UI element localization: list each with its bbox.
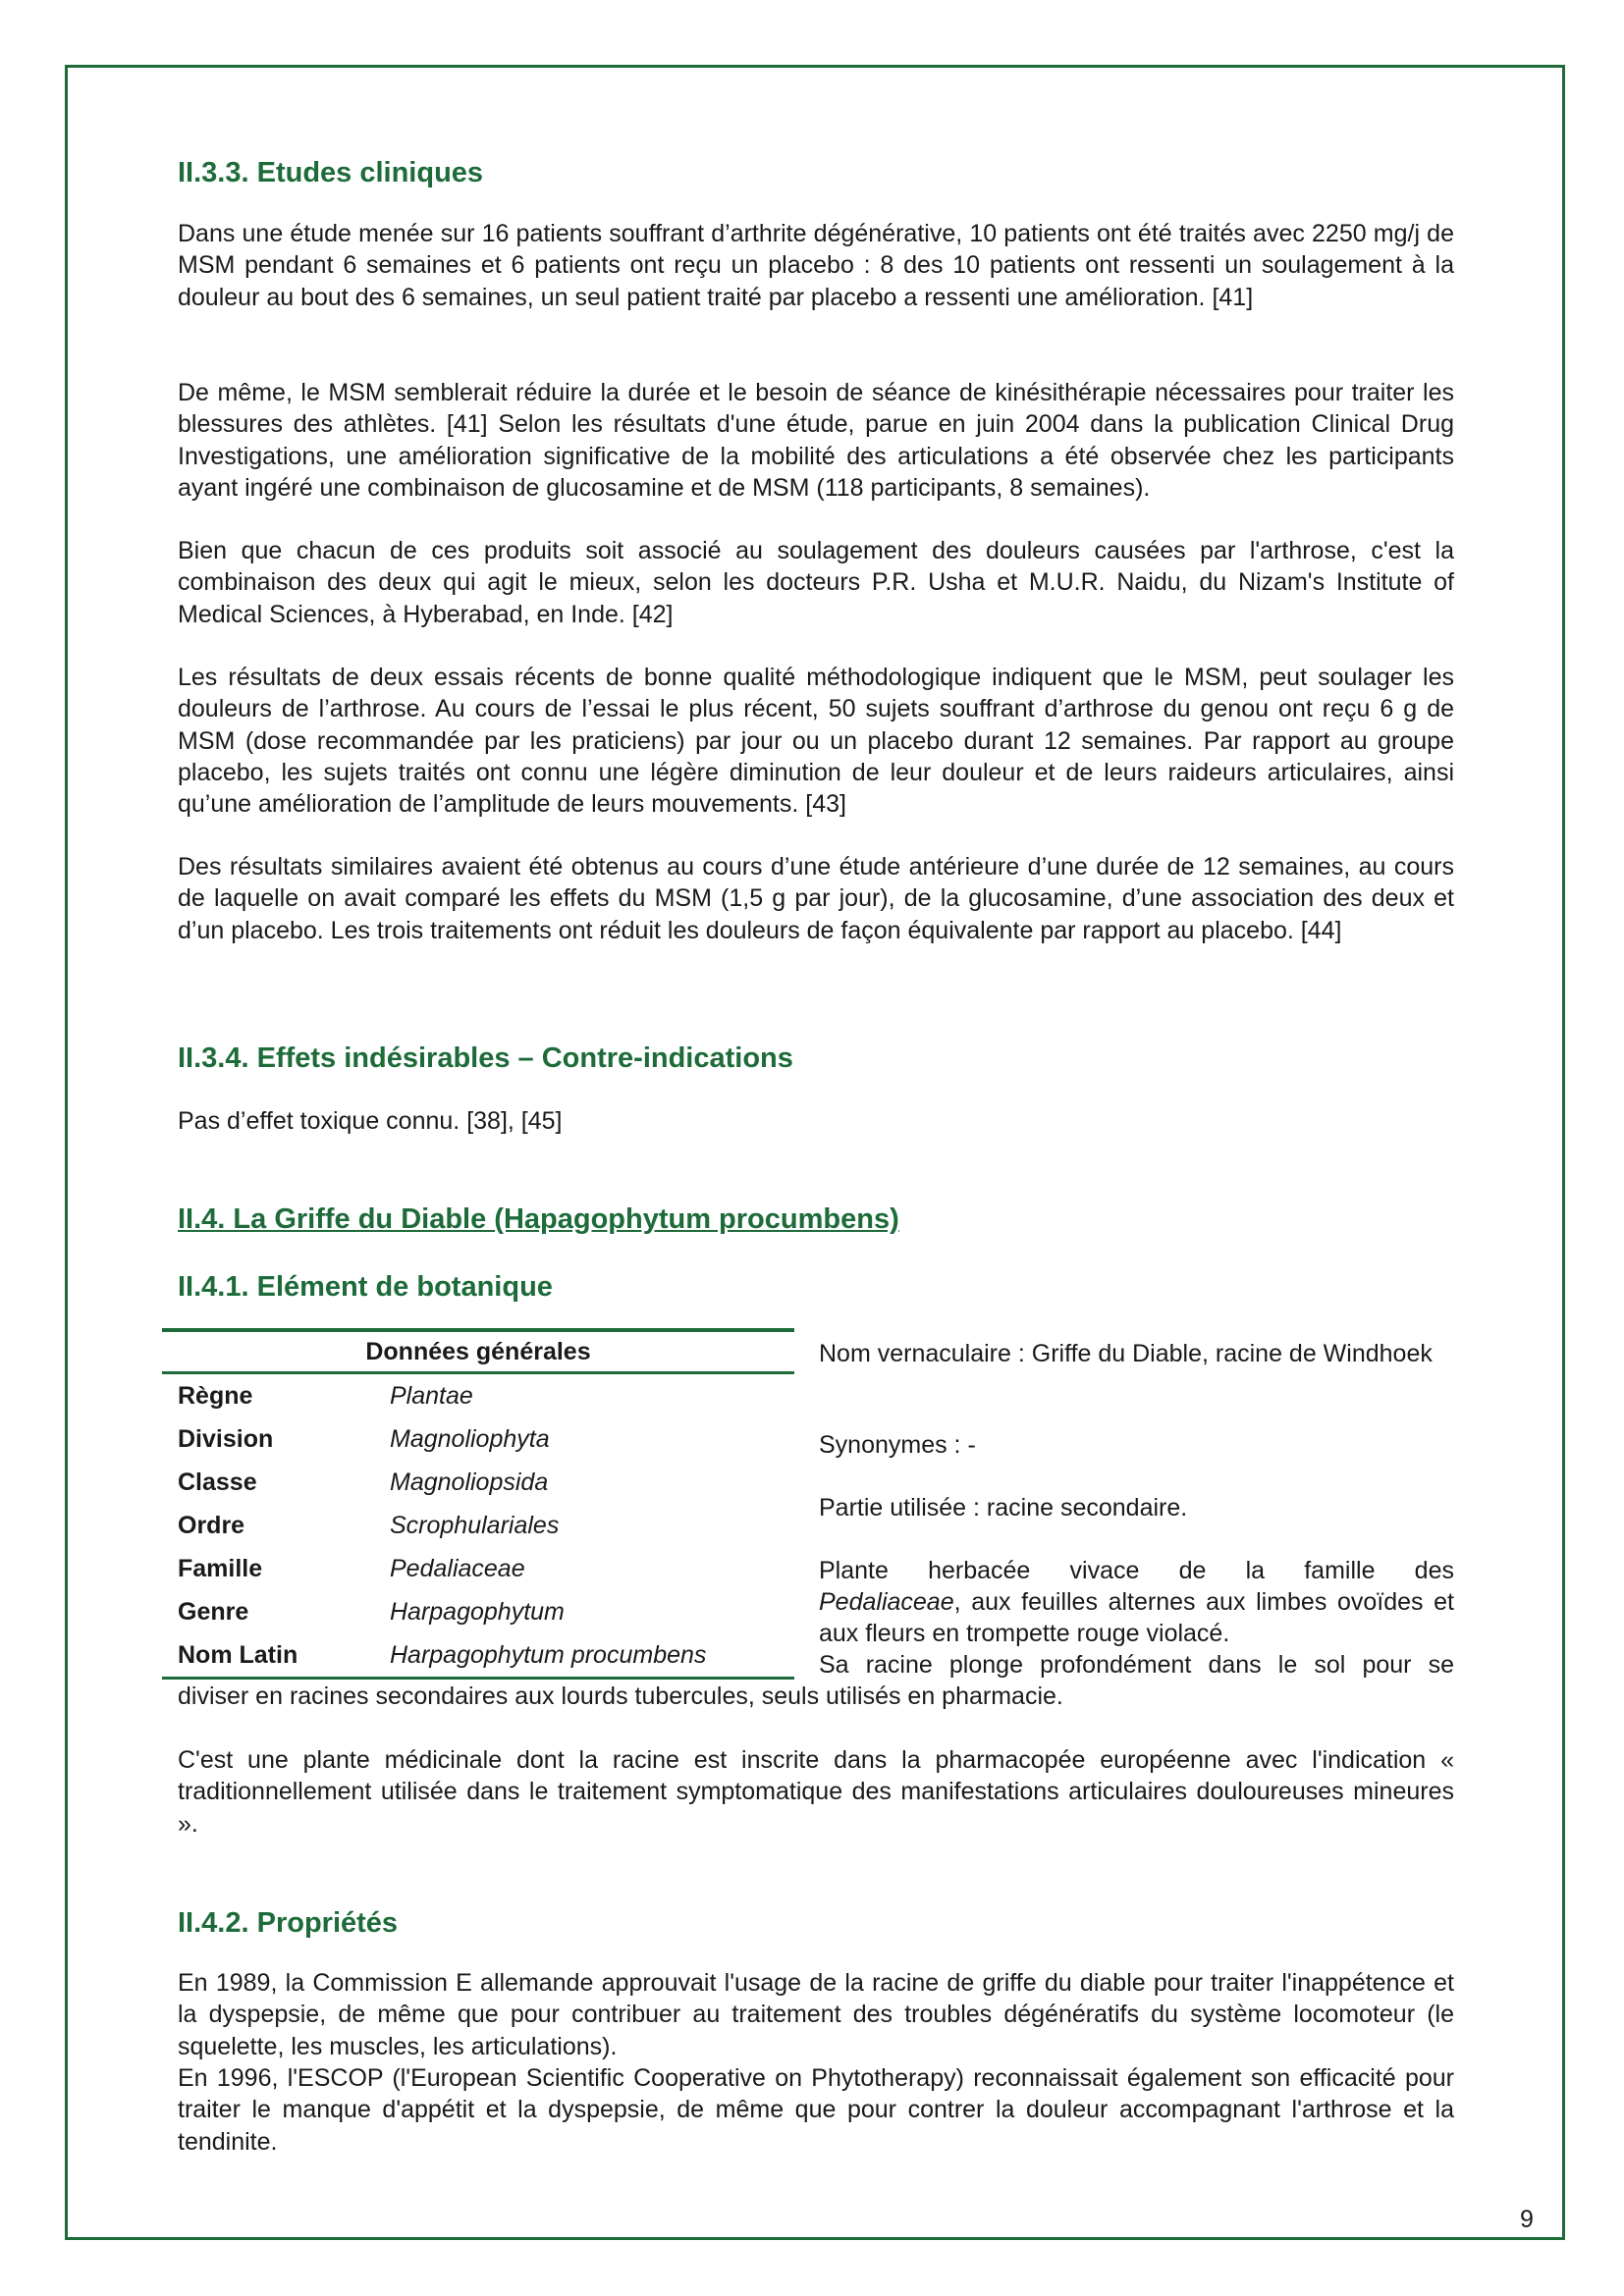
table-row-value: Scrophulariales <box>390 1512 560 1539</box>
table-row <box>162 1504 794 1547</box>
paragraph-study-16-patients: Dans une étude menée sur 16 patients souffrant d’arthrite dégénérative, 10 patients ont été traités avec 2250 mg/j de MSM pendant 6 semaines et 6 patients ont reçu un placebo : 8 des 10 patients ont ressenti un soulagement à la douleur au bout des 6 semaines, un seul patient traité par placebo a ressenti une amélioration. [41] <box>178 220 1454 311</box>
heading-element-botanique: II.4.1. Elément de botanique <box>178 1271 553 1303</box>
paragraph-pharmacopee: C'est une plante médicinale dont la racine est inscrite dans la pharmacopée européenne avec l'indication « traditionnellement utilisée dans le traitement symptomatique des manifestations articulaires douloureuses mineures ». <box>178 1746 1454 1838</box>
table-row-key: Règne <box>178 1382 253 1410</box>
table-row-key: Genre <box>178 1598 249 1626</box>
table-row-value: Magnoliopsida <box>390 1468 549 1496</box>
family-name-italic: Pedaliaceae <box>819 1588 954 1616</box>
paragraph-nom-vernaculaire: Nom vernaculaire : Griffe du Diable, racine de Windhoek <box>819 1340 1433 1367</box>
paragraph-racine-line1: Sa racine plonge profondément dans le sol pour se <box>819 1651 1454 1679</box>
table-row-key: Nom Latin <box>178 1641 298 1669</box>
taxonomy-table <box>162 1328 794 1680</box>
paragraph-no-toxic-effect: Pas d’effet toxique connu. [38], [45] <box>178 1107 563 1135</box>
heading-effets-indesirables: II.3.4. Effets indésirables – Contre-indications <box>178 1042 793 1074</box>
paragraph-commission-e: En 1989, la Commission E allemande approuvait l'usage de la racine de griffe du diable pour traiter l'inappétence et la dyspepsie, de même que pour contribuer au traitement des troubles dégénératifs du système locomoteur (le squelette, les muscles, les articulations). <box>178 1969 1454 2060</box>
table-row <box>162 1590 794 1633</box>
paragraph-msm-athletes: De même, le MSM semblerait réduire la durée et le besoin de séance de kinésithérapie nécessaires pour traiter les blessures des athlètes. [41] Selon les résultats d'une étude, parue en juin 2004 dans la publication Clinical Drug Investigations, une amélioration significative de la mobilité des articulations a été observée chez les participants ayant ingéré une combinaison de glucosamine et de MSM (118 participants, 8 semaines). <box>178 379 1454 502</box>
table-row <box>162 1374 794 1417</box>
paragraph-similar-results: Des résultats similaires avaient été obtenus au cours d’une étude antérieure d’une durée de 12 semaines, au cours de laquelle on avait comparé les effets du MSM (1,5 g par jour), de la glucosamine, d’une association des deux et d’un placebo. Les trois traitements ont réduit les douleurs de façon équivalente par rapport au placebo. [44] <box>178 853 1454 944</box>
table-row-value: Harpagophytum procumbens <box>390 1641 707 1669</box>
table-row <box>162 1547 794 1590</box>
plante-rest-text: , aux feuilles alternes aux limbes ovoïdes et aux fleurs en trompette rouge violacé. <box>819 1588 1454 1648</box>
paragraph-partie-utilisee: Partie utilisée : racine secondaire. <box>819 1494 1188 1522</box>
table-row-value: Plantae <box>390 1382 473 1410</box>
heading-etudes-cliniques: II.3.3. Etudes cliniques <box>178 157 484 188</box>
table-header: Données générales <box>365 1338 591 1365</box>
table-row <box>162 1417 794 1461</box>
table-row-key: Famille <box>178 1555 263 1582</box>
paragraph-racine-line2: diviser en racines secondaires aux lourds tubercules, seuls utilisés en pharmacie. <box>178 1682 1063 1710</box>
paragraph-plante-line1: Plante herbacée vivace de la famille des <box>819 1557 1454 1584</box>
heading-griffe-du-diable: II.4. La Griffe du Diable (Hapagophytum procumbens) <box>178 1203 899 1235</box>
table-row-key: Division <box>178 1425 274 1453</box>
page-number: 9 <box>1520 2206 1534 2233</box>
heading-proprietes: II.4.2. Propriétés <box>178 1907 399 1939</box>
table-row-value: Harpagophytum <box>390 1598 565 1626</box>
paragraph-recent-trials: Les résultats de deux essais récents de bonne qualité méthodologique indiquent que le MSM, peut soulager les douleurs de l’arthrose. Au cours de l’essai le plus récent, 50 sujets souffrant d’arthrose du genou ont reçu 6 g de MSM (dose recommandée par les praticiens) par jour ou un placebo durant 12 semaines. Par rapport au groupe placebo, les sujets traités ont connu une légère diminution de leur douleur et de leurs raideurs articulaires, ainsi qu’une amélioration de l’amplitude de leurs mouvements. [43] <box>178 664 1454 819</box>
table-bottom-rule <box>162 1677 794 1680</box>
paragraph-escop: En 1996, l'ESCOP (l'European Scientific Cooperative on Phytotherapy) reconnaissait également son efficacité pour traiter le manque d'appétit et la dyspepsie, de même que pour contrer la douleur accompagnant l'arthrose et la tendinite. <box>178 2064 1454 2156</box>
paragraph-synonymes: Synonymes : - <box>819 1431 976 1459</box>
table-row-value: Pedaliaceae <box>390 1555 525 1582</box>
table-row-key: Classe <box>178 1468 257 1496</box>
paragraph-plante-rest <box>819 1586 1454 1650</box>
table-row-key: Ordre <box>178 1512 245 1539</box>
table-row <box>162 1461 794 1504</box>
table-row-value: Magnoliophyta <box>390 1425 550 1453</box>
table-row <box>162 1633 794 1677</box>
paragraph-combination: Bien que chacun de ces produits soit associé au soulagement des douleurs causées par l'arthrose, c'est la combinaison des deux qui agit le mieux, selon les docteurs P.R. Usha et M.U.R. Naidu, du Nizam's Institute of Medical Sciences, à Hyberabad, en Inde. [42] <box>178 537 1454 628</box>
